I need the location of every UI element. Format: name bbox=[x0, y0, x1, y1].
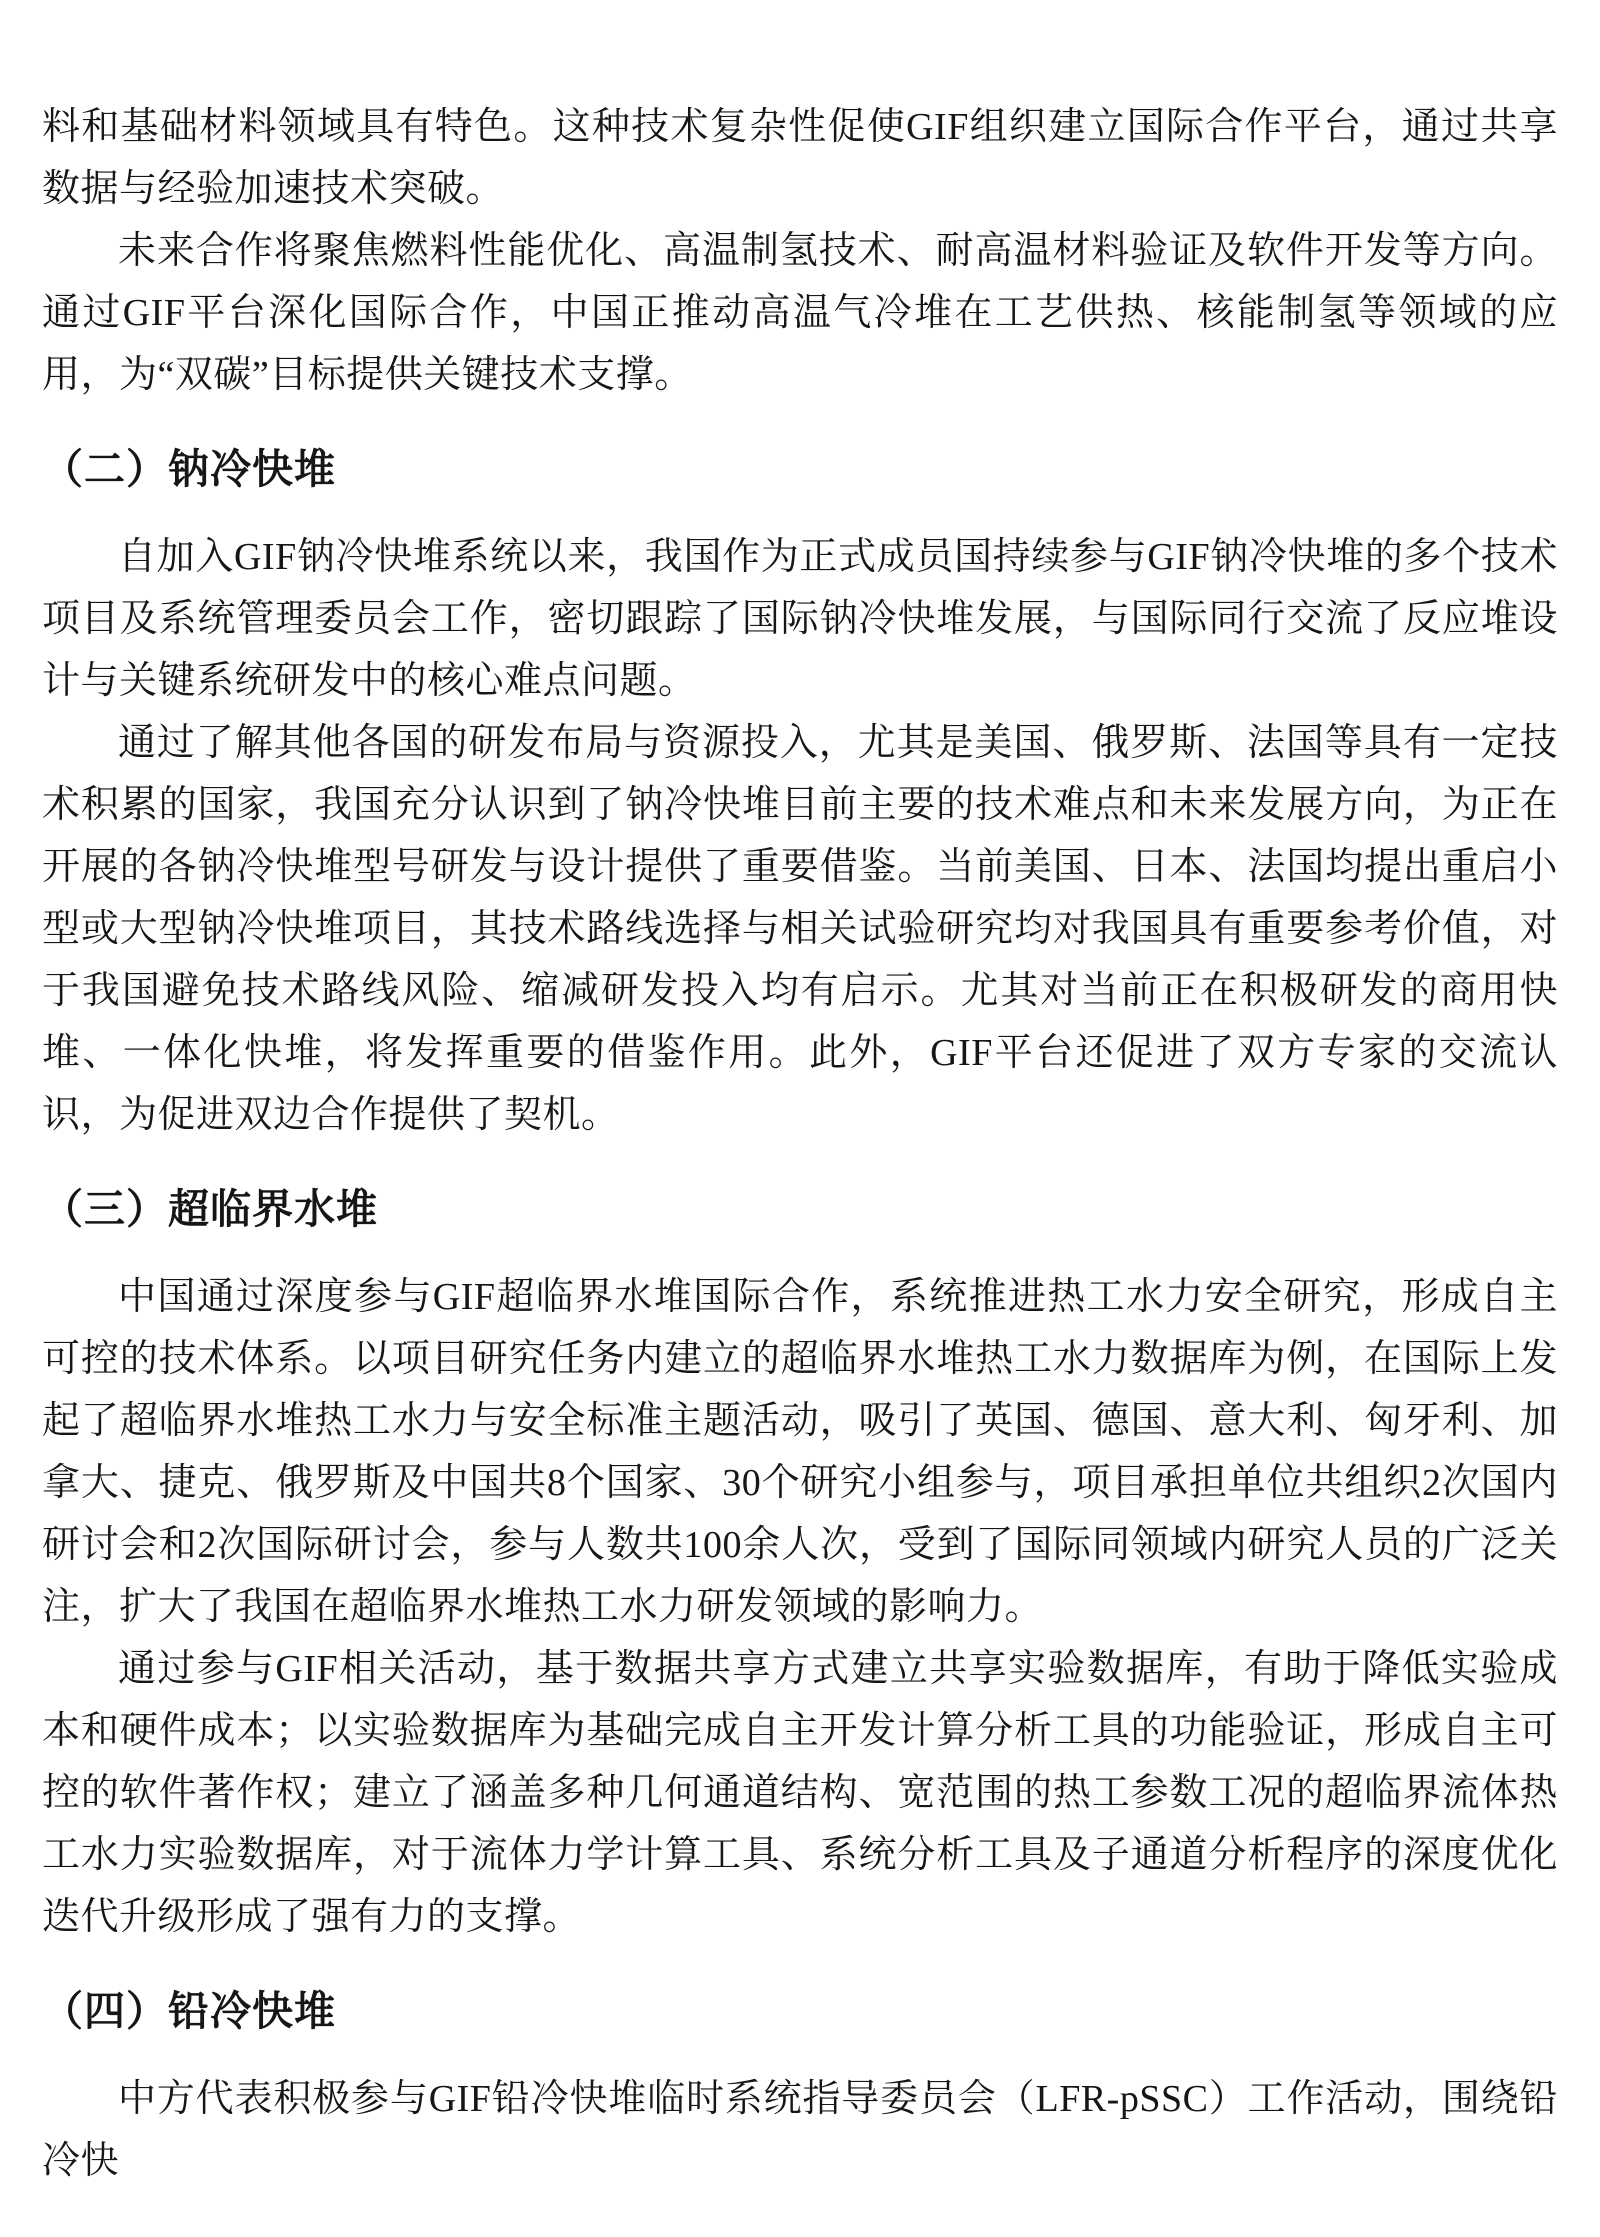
paragraph: 通过了解其他各国的研发布局与资源投入，尤其是美国、俄罗斯、法国等具有一定技术积累的国家，我国充分认识到了钠冷快堆目前主要的技术难点和未来发展方向，为正在开展的各钠冷快堆型号研发与设计提供了重要借鉴。当前美国、日本、法国均提出重启小型或大型钠冷快堆项目，其技术路线选择与相关试验研究均对我国具有重要参考价值，对于我国避免技术路线风险、缩减研发投入均有启示。尤其对当前正在积极研发的商用快堆、一体化快堆，将发挥重要的借鉴作用。此外，GIF平台还促进了双方专家的交流认识，为促进双边合作提供了契机。 bbox=[42, 722, 1558, 1136]
section-heading-sodium-cooled-fast-reactor: （二）钠冷快堆 bbox=[42, 446, 336, 492]
paragraph: 未来合作将聚焦燃料性能优化、高温制氢技术、耐高温材料验证及软件开发等方向。通过GIF平台深化国际合作，中国正推动高温气冷堆在工艺供热、核能制氢等领域的应用，为“双碳”目标提供关键技术支撑。 bbox=[42, 230, 1558, 396]
paragraph-continuation: 料和基础材料领域具有特色。这种技术复杂性促使GIF组织建立国际合作平台，通过共享数据与经验加速技术突破。 bbox=[42, 106, 1558, 210]
paragraph: 通过参与GIF相关活动，基于数据共享方式建立共享实验数据库，有助于降低实验成本和硬件成本；以实验数据库为基础完成自主开发计算分析工具的功能验证，形成自主可控的软件著作权；建立了涵盖多种几何通道结构、宽范围的热工参数工况的超临界流体热工水力实验数据库，对于流体力学计算工具、系统分析工具及子通道分析程序的深度优化迭代升级形成了强有力的支撑。 bbox=[42, 1648, 1558, 1938]
paragraph: 中国通过深度参与GIF超临界水堆国际合作，系统推进热工水力安全研究，形成自主可控的技术体系。以项目研究任务内建立的超临界水堆热工水力数据库为例，在国际上发起了超临界水堆热工水力与安全标准主题活动，吸引了英国、德国、意大利、匈牙利、加拿大、捷克、俄罗斯及中国共8个国家、30个研究小组参与，项目承担单位共组织2次国内研讨会和2次国际研讨会，参与人数共100余人次，受到了国际同领域内研究人员的广泛关注，扩大了我国在超临界水堆热工水力研发领域的影响力。 bbox=[42, 1276, 1558, 1628]
document-body bbox=[42, 96, 1558, 2192]
paragraph-partial: 中方代表积极参与GIF铅冷快堆临时系统指导委员会（LFR-pSSC）工作活动，围绕铅冷快 bbox=[42, 2078, 1558, 2182]
section-heading-lead-cooled-fast-reactor: （四）铅冷快堆 bbox=[42, 1988, 336, 2034]
section-heading-supercritical-water-reactor: （三）超临界水堆 bbox=[42, 1186, 378, 1232]
paragraph: 自加入GIF钠冷快堆系统以来，我国作为正式成员国持续参与GIF钠冷快堆的多个技术项目及系统管理委员会工作，密切跟踪了国际钠冷快堆发展，与国际同行交流了反应堆设计与关键系统研发中的核心难点问题。 bbox=[42, 536, 1558, 702]
